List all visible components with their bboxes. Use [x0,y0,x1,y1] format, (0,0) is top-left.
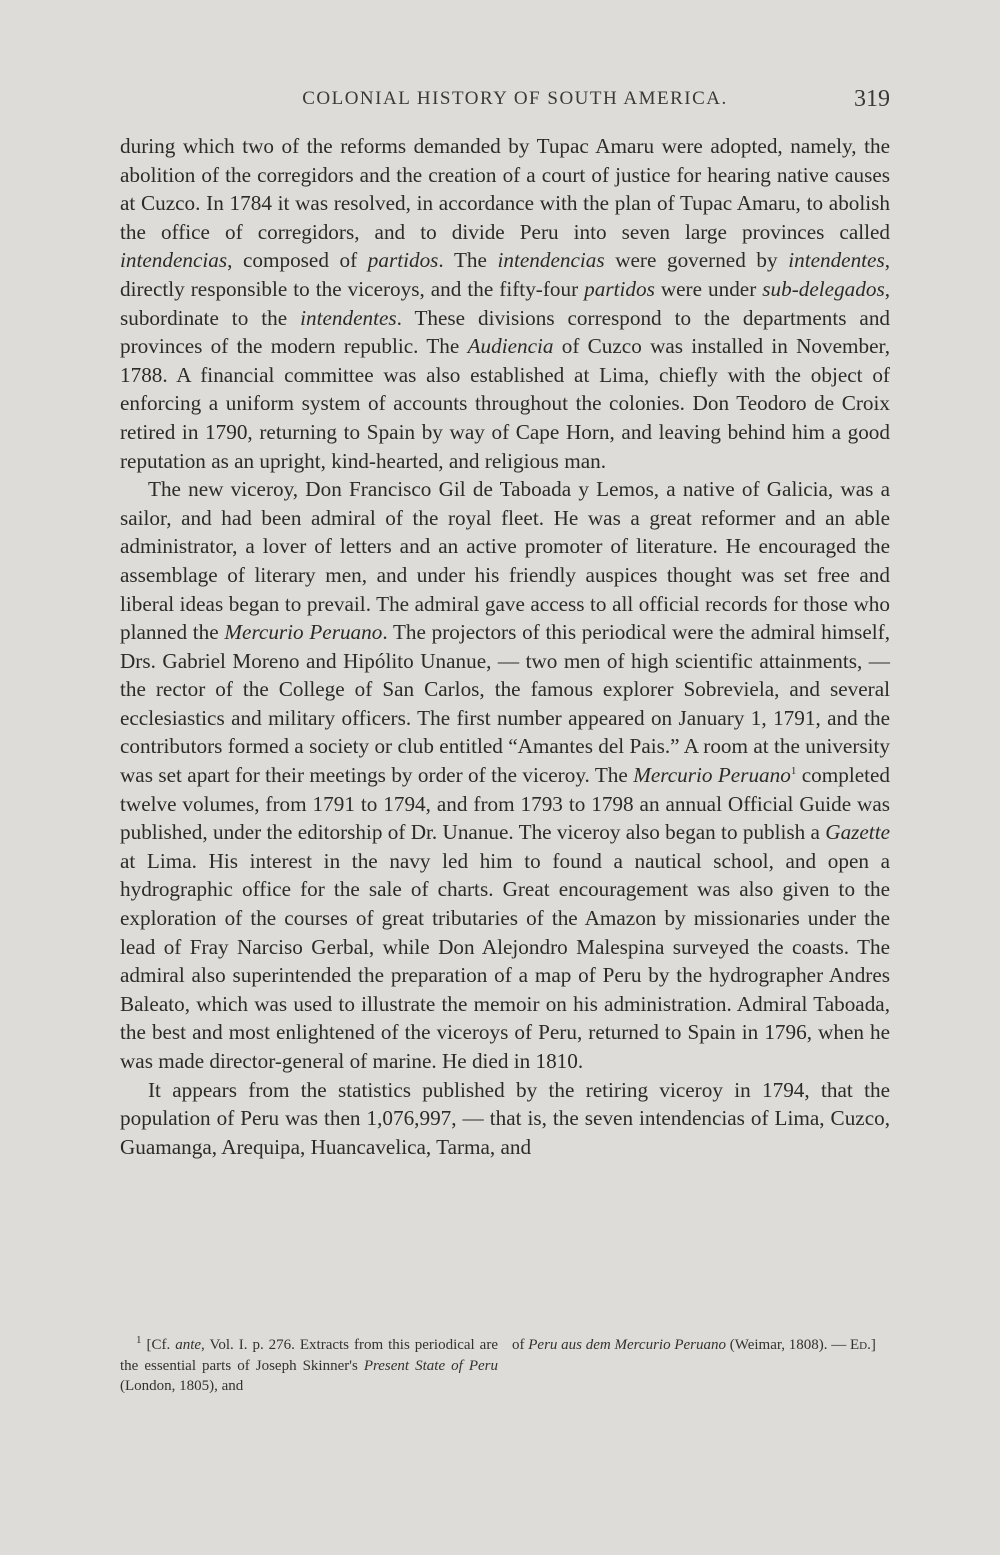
text-run: at Lima. His interest in the navy led him to found a nautical school, and open a hydrographic office for the sale of charts. Great encouragement was also given to the exploration of the courses of great tributaries of the Amazon by missionaries under the lead of Fray Narciso Gerbal, while Don Alejondro Malespina surveyed the coasts. The admiral also superintended the preparation of a map of Peru by the hydrographer Andres Baleato, which was used to illustrate the memoir on his administration. Admiral Taboada, the best and most enlightened of the viceroys of Peru, returned to Spain in 1796, when he was made director-general of marine. He died in 1810. [120,848,890,1073]
italic-term: partidos [367,248,439,273]
italic-term: intendentes [300,305,397,330]
italic-term: ante [175,1337,202,1353]
paragraph-3: It appears from the statistics published by the retiring viceroy in 1794, that the population of Peru was then 1,076,997, — that is, the seven intendencias of Lima, Cuzco, Guamanga, Arequipa, Huancavelica, Tarma, and [120,1077,890,1159]
text-run: were governed by [604,248,789,273]
italic-term: Mercurio Peruano [224,620,383,645]
italic-term: partidos [584,276,655,301]
text-run: , directly responsible to the viceroys, and the fifty-four [120,248,891,301]
italic-term: Peru aus dem Mercurio Peruano [528,1337,726,1353]
text-run: of [512,1337,529,1353]
text-run: . These divisions correspond to the departments and provinces of the modern republic. The [120,305,891,359]
italic-term: sub-delegados [762,276,885,301]
italic-term: intendentes [788,248,885,273]
text-run: , subordinate to the [120,276,890,330]
footnote-left-column [120,1335,498,1397]
text-run: were under [654,276,763,301]
text-run: , composed of [227,248,368,273]
page-number: 319 [854,86,890,112]
italic-term: Gazette [825,820,890,845]
page-header [120,88,890,116]
footnote-ref[interactable]: 1 [790,765,797,777]
editor-mark: Ed. [850,1337,871,1353]
text-run: , Vol. I. p. 276. Extracts from this periodical are the essential parts of Joseph Skinner's [120,1337,498,1374]
paragraph-2 [120,475,890,1075]
italic-term: Present State of Peru [363,1357,498,1374]
text-run: . The [438,248,498,273]
body-text [120,132,890,1161]
text-run: completed twelve volumes, from 1791 to 1794, and from 1793 to 1798 an annual Official Guide was published, under the editorship of Dr. Unanue. The viceroy also began to publish a [120,763,891,845]
footnote-marker: 1 [136,1334,142,1346]
italic-term: intendencias [120,248,228,273]
text-run: [Cf. [141,1337,176,1353]
italic-term: Audiencia [467,334,554,359]
footnotes [120,1335,890,1397]
text-run: (London, 1805), and [120,1378,244,1394]
footnote-right-column [512,1335,890,1397]
text-run: . The projectors of this periodical were the admiral himself, Drs. Gabriel Moreno and Hipólito Unanue, — two men of high scientific attainments, — the rector of the College of San Carlos, the famous explorer Sobreviela, and several ecclesiastics and military officers. The first number appeared on January 1, 1791, and the contributors formed a society or club entitled “Amantes del Pais.” A room at the university was set apart for their meetings by order of the viceroy. The [120,620,890,788]
text-run: during which two of the reforms demanded by Tupac Amaru were adopted, namely, the abolition of the corregidors and the creation of a court of justice for hearing native causes at Cuzco. In 1784 it was resolved, in accordance with the plan of Tupac Amaru, to abolish the office of corregidors, and to divide Peru into seven large provinces called [120,134,890,244]
text-run: The new viceroy, Don Francisco Gil de Taboada y Lemos, a native of Galicia, was a sailor, and had been admiral of the royal fleet. He was a great reformer and an able administrator, a lover of letters and an active promoter of literature. He encouraged the assemblage of literary men, and under his friendly auspices thought was set free and liberal ideas began to prevail. The admiral gave access to all official records for those who planned the [120,477,890,645]
text-run: of Cuzco was installed in November, 1788. A financial committee was also established at Lima, chiefly with the object of enforcing a uniform system of accounts throughout the colonies. Don Teodoro de Croix retired in 1790, returning to Spain by way of Cape Horn, and leaving behind him a good reputation as an upright, kind-hearted, and religious man. [120,334,890,473]
paragraph-1 [120,132,890,475]
text-run: ] [870,1337,876,1353]
italic-term: intendencias [497,248,605,273]
text-run: (Weimar, 1808). — [726,1337,850,1353]
italic-term: Mercurio Peruano [633,763,791,788]
running-head: COLONIAL HISTORY OF SOUTH AMERICA. [302,88,728,109]
